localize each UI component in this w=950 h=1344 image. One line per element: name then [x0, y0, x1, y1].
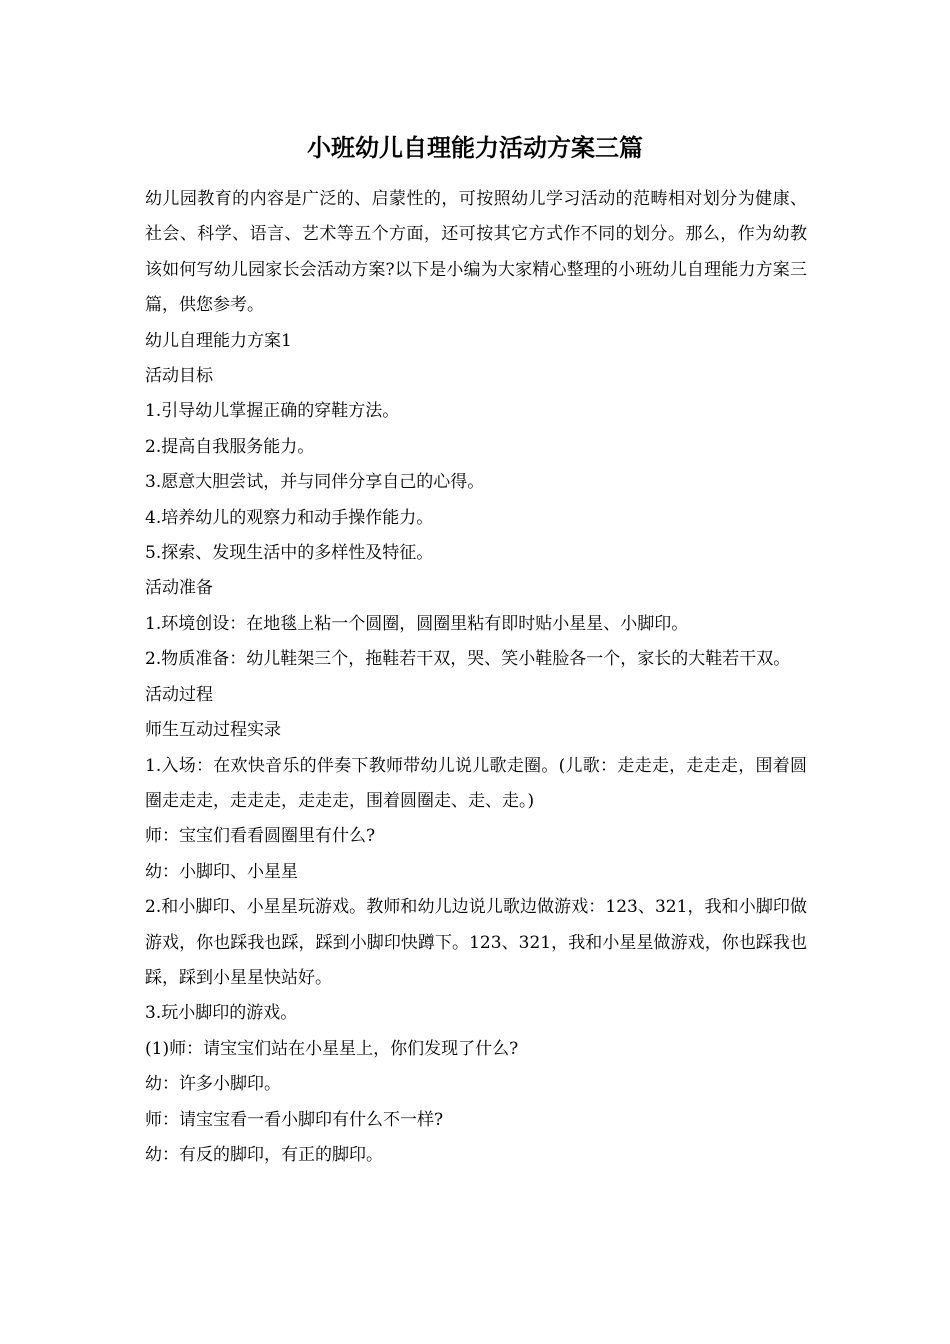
- process-paragraph: 3.玩小脚印的游戏。: [145, 1003, 298, 1024]
- dialogue-line: 师：宝宝们看看圆圈里有什么?: [145, 826, 376, 847]
- process-paragraph: 2.和小脚印、小星星玩游戏。教师和幼儿边说儿歌边做游戏：123、321，我和小脚印做游戏，你也踩我也踩，踩到小脚印快蹲下。123、321，我和小星星做游戏，你也踩我也踩，踩到小星星快站好。: [145, 897, 807, 988]
- dialogue-line: 幼：有反的脚印，有正的脚印。: [145, 1144, 383, 1165]
- document-body: [145, 182, 807, 1173]
- dialogue-line: (1)师：请宝宝们站在小星星上，你们发现了什么?: [145, 1038, 519, 1059]
- section-heading-goals: 活动目标: [145, 366, 213, 387]
- dialogue-line: 幼：小脚印、小星星: [145, 861, 298, 882]
- section-heading-process: 活动过程: [145, 684, 213, 705]
- process-paragraph: 1.入场：在欢快音乐的伴奏下教师带幼儿说儿歌走圈。(儿歌：走走走，走走走，围着圆圈走走走，走走走，走走走，围着圆圈走、走、走。): [145, 755, 807, 811]
- section-heading-preparation: 活动准备: [145, 578, 213, 599]
- preparation-item: 2.物质准备：幼儿鞋架三个，拖鞋若干双，哭、笑小鞋脸各一个，家长的大鞋若干双。: [145, 649, 791, 670]
- intro-paragraph: 幼儿园教育的内容是广泛的、启蒙性的，可按照幼儿学习活动的范畴相对划分为健康、社会、科学、语言、艺术等五个方面，还可按其它方式作不同的划分。那么，作为幼教该如何写幼儿园家长会活动方案?以下是小编为大家精心整理的小班幼儿自理能力方案三篇，供您参考。: [145, 189, 807, 316]
- goal-item: 5.探索、发现生活中的多样性及特征。: [145, 543, 434, 564]
- goal-item: 2.提高自我服务能力。: [145, 436, 315, 457]
- dialogue-line: 幼：许多小脚印。: [145, 1074, 281, 1095]
- dialogue-line: 师：请宝宝看一看小脚印有什么不一样?: [145, 1109, 444, 1130]
- document-title: 小班幼儿自理能力活动方案三篇: [307, 133, 643, 162]
- section-heading-plan-1: 幼儿自理能力方案1: [145, 330, 292, 351]
- goal-item: 1.引导幼儿掌握正确的穿鞋方法。: [145, 401, 400, 422]
- goal-item: 4.培养幼儿的观察力和动手操作能力。: [145, 507, 434, 528]
- goal-item: 3.愿意大胆尝试，并与同伴分享自己的心得。: [145, 472, 485, 493]
- subsection-heading-record: 师生互动过程实录: [145, 720, 281, 741]
- preparation-item: 1.环境创设：在地毯上粘一个圆圈，圆圈里粘有即时贴小星星、小脚印。: [145, 613, 689, 634]
